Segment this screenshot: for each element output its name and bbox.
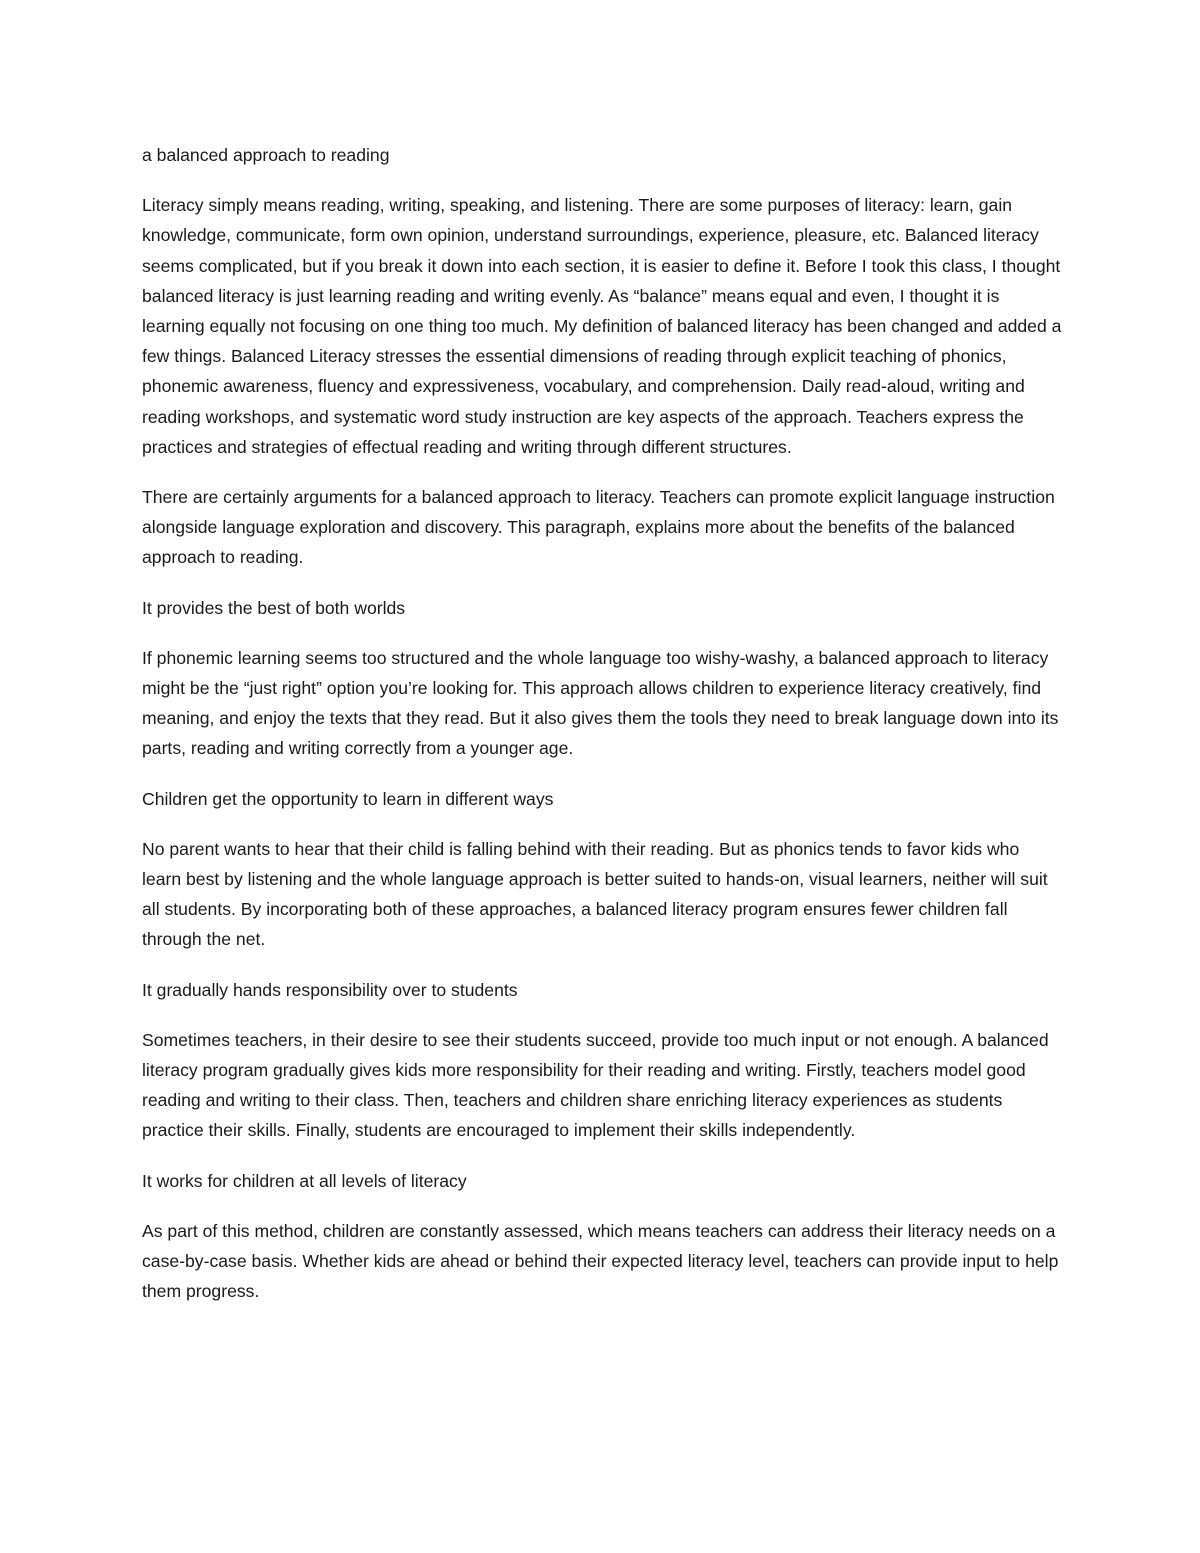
section-body-best-of-both-worlds: If phonemic learning seems too structured and the whole language too wishy-washy, a balanced approach to literacy might be the “just right” option you’re looking for. This approach allows children to experience literacy creatively, find meaning, and enjoy the texts that they read. But it also gives them the tools they need to break language down into its parts, reading and writing correctly from a younger age. [142,647,1059,759]
intro-paragraph: Literacy simply means reading, writing, speaking, and listening. There are some purposes of literacy: learn, gain knowledge, communicate, form own opinion, understand surroundings, experience, pleasure, etc. Balanced literacy seems complicated, but if you break it down into each section, it is easier to define it. Before I took this class, I thought balanced literacy is just learning reading and writing evenly. As “balance” means equal and even, I thought it is learning equally not focusing on one thing too much. My definition of balanced literacy has been changed and added a few things. Balanced Literacy stresses the essential dimensions of reading through explicit teaching of phonics, phonemic awareness, fluency and expressiveness, vocabulary, and comprehension. Daily read-aloud, writing and reading workshops, and systematic word study instruction are key aspects of the approach. Teachers express the practices and strategies of effectual reading and writing through different structures. [142,195,1062,457]
document-title: a balanced approach to reading [142,145,390,165]
document-body [142,140,1062,1327]
arguments-paragraph: There are certainly arguments for a balanced approach to literacy. Teachers can promote explicit language instruction alongside language exploration and discovery. This paragraph, explains more about the benefits of the balanced approach to reading. [142,487,1055,568]
section-body-different-ways: No parent wants to hear that their child is falling behind with their reading. But as phonics tends to favor kids who learn best by listening and the whole language approach is better suited to hands-on, visual learners, neither will suit all students. By incorporating both of these approaches, a balanced literacy program ensures fewer children fall through the net. [142,838,1048,950]
section-heading-all-levels: It works for children at all levels of literacy [142,1170,467,1191]
section-body-all-levels: As part of this method, children are constantly assessed, which means teachers can address their literacy needs on a case-by-case basis. Whether kids are ahead or behind their expected literacy level, teachers can provide input to help them progress. [142,1220,1059,1302]
section-body-responsibility: Sometimes teachers, in their desire to see their students succeed, provide too much input or not enough. A balanced literacy program gradually gives kids more responsibility for their reading and writing. Firstly, teachers model good reading and writing to their class. Then, teachers and children share enriching literacy experiences as students practice their skills. Finally, students are encouraged to implement their skills independently. [142,1029,1049,1141]
section-heading-responsibility: It gradually hands responsibility over to students [142,979,518,1000]
section-heading-different-ways: Children get the opportunity to learn in different ways [142,788,554,809]
section-heading-best-of-both-worlds: It provides the best of both worlds [142,597,406,618]
